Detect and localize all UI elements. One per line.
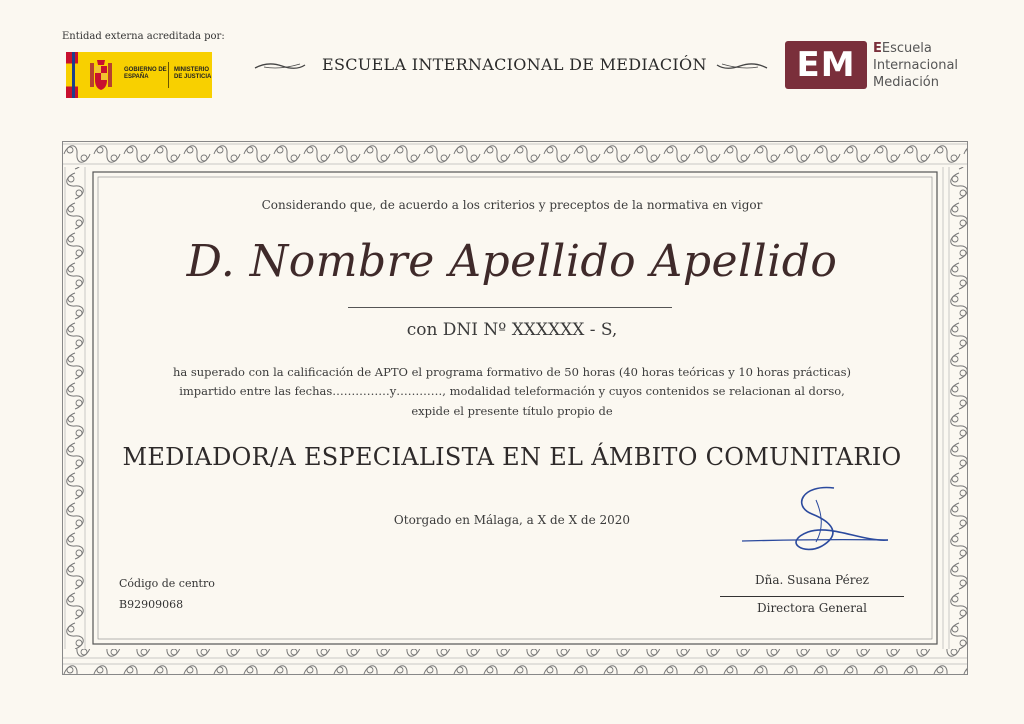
signature-line	[720, 596, 904, 597]
issued-place-date: Otorgado en Málaga, a X de X de 2020	[393, 513, 631, 527]
em-logo-line2: Internacional	[873, 58, 959, 73]
body-text-line-2: impartido entre las fechas……………y…………, modalidad teleformación y cuyos contenidos se relacionan al dorso,	[179, 384, 845, 398]
accreditation-label: Entidad externa acreditada por:	[62, 31, 225, 42]
government-text: GOBIERNO DE ESPAÑA	[124, 67, 167, 80]
em-logo-text: EEscuela Internacional Mediación	[873, 41, 959, 90]
government-logo	[66, 52, 212, 98]
center-code: B92909068	[119, 598, 184, 611]
logo-divider	[168, 62, 169, 88]
center-code-label: Código de centro	[119, 577, 215, 590]
swash-left-icon	[254, 60, 306, 72]
em-logo-mark: EM	[785, 41, 867, 89]
dni-text: con DNI Nº XXXXXX - S,	[406, 320, 618, 340]
em-logo-line3: Mediación	[873, 75, 939, 90]
signature-image	[742, 484, 892, 558]
certificate-title: MEDIADOR/A ESPECIALISTA EN EL ÁMBITO COMUNITARIO	[122, 443, 902, 471]
intro-text: Considerando que, de acuerdo a los criterios y preceptos de la normativa en vigor	[261, 198, 763, 212]
body-text-line-1: ha superado con la calificación de APTO el programa formativo de 50 horas (40 horas teóricas y 10 horas prácticas)	[172, 365, 852, 379]
name-underline	[348, 307, 672, 308]
em-logo-line1: Escuela	[881, 41, 932, 56]
coat-of-arms-icon	[88, 58, 114, 92]
school-name-header: ESCUELA INTERNACIONAL DE MEDIACIÓN	[322, 55, 707, 74]
swash-right-icon	[716, 60, 768, 72]
signer-role: Directora General	[756, 601, 867, 615]
flag-strip	[72, 52, 75, 98]
ministry-text: MINISTERIO DE JUSTICIA	[174, 67, 212, 80]
signer-name: Dña. Susana Pérez	[755, 573, 869, 587]
body-text-line-3: expide el presente título propio de	[411, 404, 613, 418]
recipient-name: D. Nombre Apellido Apellido	[186, 236, 838, 287]
